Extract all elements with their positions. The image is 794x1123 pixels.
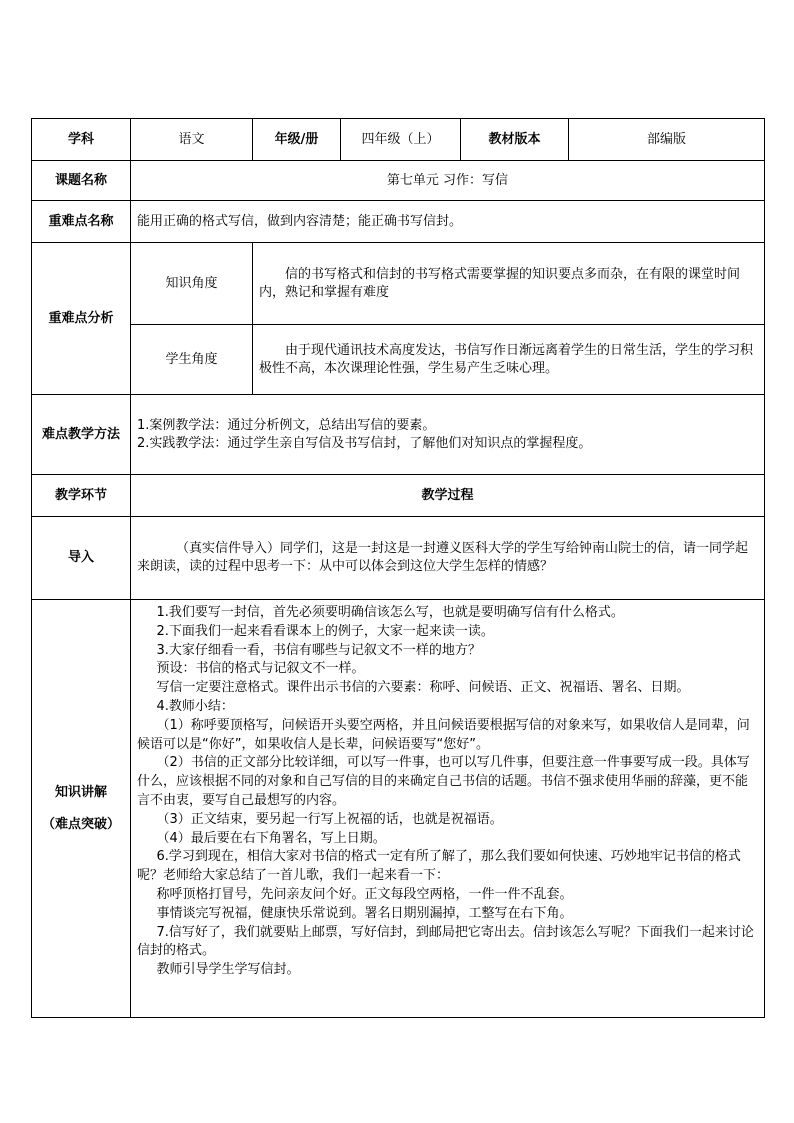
methods-row [32,395,765,475]
grade-value: 四年级（上） [341,119,461,161]
knowledge-line: （2）书信的正文部分比较详细，可以写一件事，也可以写几件事，但要注意一件事要写成一段。具体写什么，应该根据不同的对象和自己写信的目的来确定自己书信的话题。书信不强求使用华丽的辞藻，更不能言不由衷，要写自己最想写的内容。 [137,755,750,808]
knowledge-line: 1.我们要写一封信，首先必须要明确信该怎么写，也就是要明确写信有什么格式。 [156,605,624,620]
knowledge-line: （1）称呼要顶格写，问候语开头要空两格，并且问候语要根据写信的对象来写，如果收信人是同辈，问候语可以是“你好”，如果收信人是长辈，问候语要写“您好”。 [137,717,750,752]
knowledge-line: 事情谈完写祝福，健康快乐常说到。署名日期别漏掉，工整写在右下角。 [156,905,573,921]
method-item: 1.案例教学法：通过分析例文，总结出写信的要素。 [137,417,436,433]
edition-value: 部编版 [569,119,765,161]
knowledge-line: 4.教师小结： [156,698,234,714]
knowledge-angle-text: 信的书写格式和信封的书写格式需要掌握的知识要点多而杂，在有限的课堂时间内，熟记和掌握有难度 [259,266,741,300]
knowledge-line: 2.下面我们一起来看看课本上的例子，大家一起来读一读。 [156,623,494,639]
knowledge-line: 称呼顶格打冒号，先问亲友问个好。正文每段空两格，一件一件不乱套。 [156,886,573,902]
key-points-value: 能用正确的格式写信，做到内容清楚；能正确书写信封。 [131,201,765,243]
methods-label: 难点教学方法 [32,395,131,475]
header-row [32,119,765,161]
process-header-row [32,475,765,517]
stage-label: 教学环节 [32,475,131,517]
knowledge-line: 6.学习到现在，相信大家对书信的格式一定有所了解了，那么我们要如何快速、巧妙地牢记书信的格式呢？老师给大家总结了一首儿歌，我们一起来看一下： [137,849,741,884]
student-angle-label: 学生角度 [131,325,253,395]
process-label: 教学过程 [131,475,765,517]
intro-row [32,517,765,600]
knowledge-line: （3）正文结束，要另起一行写上祝福的话，也就是祝福语。 [156,811,503,827]
analysis-label: 重难点分析 [32,243,131,395]
intro-text: （真实信件导入）同学们，这是一封这是一封遵义医科大学的学生写给钟南山院士的信，请一同学起来朗读，读的过程中思考一下：从中可以体会到这位大学生怎样的情感？ [137,541,749,574]
knowledge-row [32,600,765,1018]
subject-value: 语文 [131,119,253,161]
key-points-row [32,201,765,243]
topic-row [32,161,765,201]
student-angle-text: 由于现代通讯技术高度发达，书信写作日渐远离着学生的日常生活，学生的学习积极性不高，本次课理论性强，学生易产生乏味心理。 [259,342,754,376]
knowledge-line: 3.大家仔细看一看，书信有哪些与记叙文不一样的地方？ [156,642,481,658]
intro-label: 导入 [32,517,131,600]
method-item: 2.实践教学法：通过学生亲自写信及书写信封，了解他们对知识点的掌握程度。 [137,435,592,451]
key-points-label: 重难点名称 [32,201,131,243]
analysis-knowledge-row [32,243,765,325]
analysis-student-row [32,325,765,395]
topic-value: 第七单元 习作：写信 [131,161,765,201]
knowledge-label: 知识讲解 [54,784,107,800]
knowledge-line: 教师引导学生学写信封。 [156,962,300,978]
knowledge-line: 7.信写好了，我们就要贴上邮票，写好信封，到邮局把它寄出去。信封该怎么写呢？下面我们一起来讨论信封的格式。 [137,924,754,959]
knowledge-line: 预设：书信的格式与记叙文不一样。 [156,661,365,677]
grade-label: 年级/册 [253,119,341,161]
knowledge-sublabel: （难点突破） [41,816,120,832]
knowledge-line: 写信一定要注意格式。课件出示书信的六要素：称呼、问候语、正文、祝福语、署名、日期。 [156,680,690,696]
edition-label: 教材版本 [461,119,569,161]
subject-label: 学科 [32,119,131,161]
knowledge-angle-label: 知识角度 [131,243,253,325]
topic-label: 课题名称 [32,161,131,201]
knowledge-line: （4）最后要在右下角署名，写上日期。 [156,830,386,846]
lesson-plan-table [31,118,765,1018]
